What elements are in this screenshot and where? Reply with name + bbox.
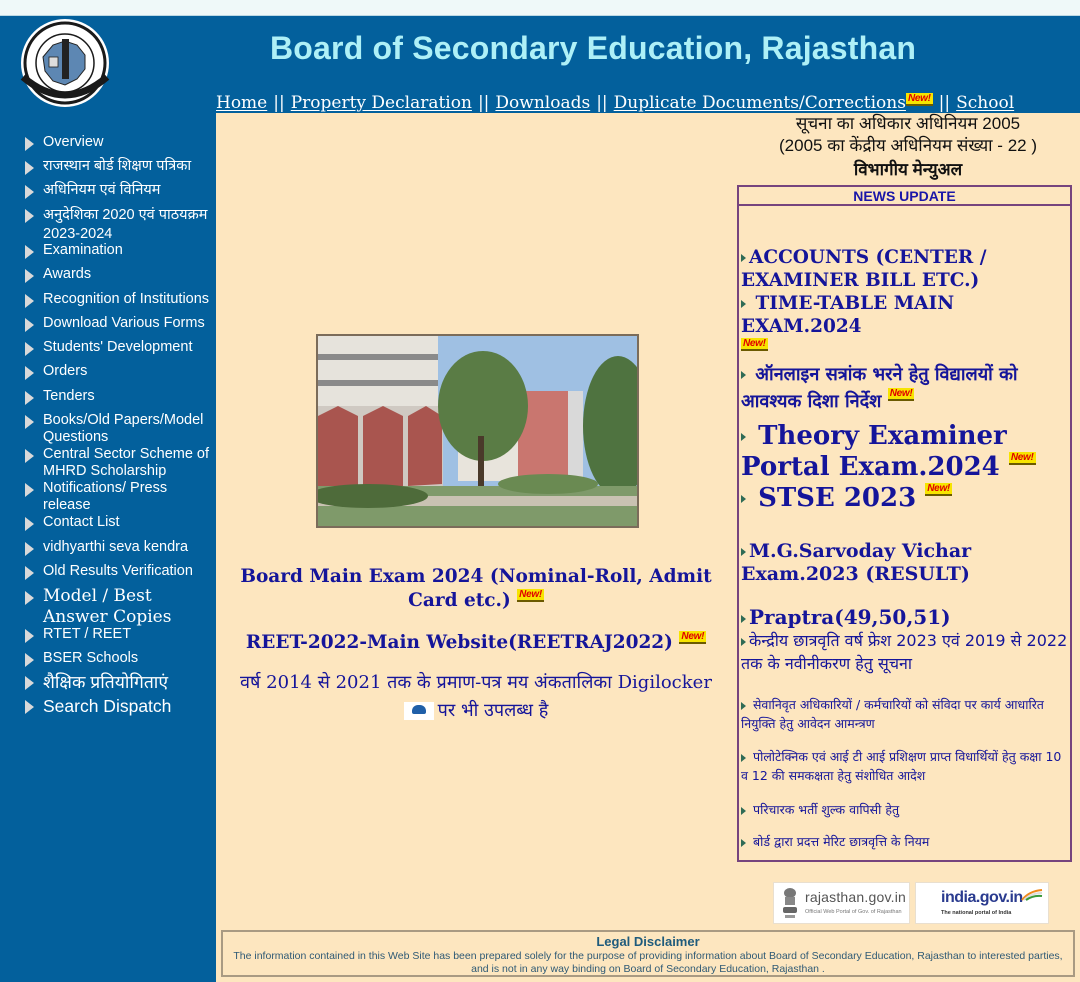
digilocker-text: पर भी उपलब्ध है	[437, 700, 549, 721]
arrow-right-icon	[25, 318, 34, 332]
arrow-right-icon	[25, 342, 34, 356]
arrow-right-icon	[25, 209, 34, 223]
digilocker-notice[interactable]	[216, 669, 736, 725]
news-item-label: परिचारक भर्ती शुल्क वापिसी हेतु	[752, 802, 900, 817]
sidebar-item-anudeshika[interactable]	[0, 206, 216, 244]
reet-website-link[interactable]	[216, 631, 736, 655]
arrow-right-icon	[25, 653, 34, 667]
sidebar-item-label: Central Sector Scheme of MHRD Scholarship	[43, 446, 210, 479]
new-badge-icon: New!	[907, 93, 931, 104]
sidebar-item-label: Orders	[43, 363, 88, 379]
news-item-label: STSE 2023	[758, 483, 917, 513]
arrow-right-icon	[25, 415, 34, 429]
arrow-right-icon	[25, 137, 34, 151]
bullet-arrow-icon	[741, 702, 746, 710]
sidebar-item-recognition[interactable]	[0, 291, 216, 308]
news-item[interactable]	[741, 246, 1068, 292]
digilocker-icon[interactable]	[404, 702, 434, 720]
news-item[interactable]	[741, 361, 1068, 415]
main-content	[216, 113, 1080, 982]
sidebar-item-students-development[interactable]	[0, 339, 216, 356]
india-gov-sub: The national portal of India	[941, 910, 1012, 916]
arrow-right-icon	[25, 566, 34, 580]
bullet-arrow-icon	[741, 371, 746, 379]
disclaimer-title: Legal Disclaimer	[596, 934, 700, 949]
news-item[interactable]	[741, 800, 1068, 819]
bullet-arrow-icon	[741, 300, 746, 308]
news-update-panel	[737, 185, 1072, 862]
bullet-arrow-icon	[741, 807, 746, 815]
new-badge-icon: New!	[681, 631, 705, 642]
arrow-right-icon	[25, 629, 34, 643]
top-strip	[0, 0, 1080, 16]
news-item-label: M.G.Sarvoday Vichar Exam.2023 (RESULT)	[741, 540, 972, 585]
arrow-right-icon	[25, 676, 34, 690]
sidebar-item-books-papers[interactable]	[0, 412, 216, 446]
sidebar-item-label: Students' Development	[43, 339, 193, 355]
news-item-label: ACCOUNTS (CENTER / EXAMINER BILL ETC.)	[741, 247, 987, 291]
sidebar-item-label: शैक्षिक प्रतियोगिताएं	[43, 672, 168, 692]
nav-home[interactable]: Home	[216, 93, 268, 113]
sidebar-item-bser-schools[interactable]	[0, 650, 216, 667]
news-item-label: TIME-TABLE MAIN EXAM.2024	[741, 293, 955, 337]
news-item[interactable]	[741, 695, 1068, 733]
sidebar-item-notifications[interactable]	[0, 480, 216, 514]
sidebar-item-label: Tenders	[43, 388, 95, 404]
disclaimer-text: The information contained in this Web Site has been prepared solely for the purpose of providing information about Board of Secondary Education, Rajasthan to interested parties, and is not in any way binding on Board of Secondary Education, Rajasthan .	[233, 950, 1063, 975]
news-list[interactable]	[739, 206, 1070, 851]
sidebar-item-rtet-reet[interactable]	[0, 626, 216, 643]
sidebar-item-label: Old Results Verification	[43, 563, 193, 579]
sidebar	[0, 113, 216, 982]
sidebar-item-awards[interactable]	[0, 266, 216, 283]
sidebar-item-seva-kendra[interactable]	[0, 539, 216, 556]
sidebar-item-adhiniyam[interactable]	[0, 182, 216, 199]
sidebar-item-label: Search Dispatch	[43, 696, 172, 716]
rajasthan-gov-link[interactable]	[773, 882, 910, 924]
arrow-right-icon	[25, 591, 34, 605]
top-nav	[216, 93, 1014, 113]
link-text: REET-2022-Main Website(REETRAJ2022)	[245, 632, 673, 653]
news-item[interactable]	[741, 292, 1068, 361]
sidebar-item-model-answers[interactable]	[0, 586, 216, 628]
news-item-label: सेवानिवृत अधिकारियों / कर्मचारियों को संविदा पर कार्य आधारित नियुक्ति हेतु आवेदन आमन्त्रण	[741, 697, 1044, 731]
rajasthan-gov-sub: Official Web Portal of Gov. of Rajasthan	[805, 909, 902, 915]
ashoka-emblem-icon	[782, 887, 798, 921]
news-item-label: Praptra(49,50,51)	[749, 605, 951, 629]
sidebar-item-overview[interactable]	[0, 134, 216, 151]
site-header	[0, 16, 1080, 113]
sidebar-item-label: Notifications/ Press release	[43, 480, 168, 513]
news-item[interactable]	[741, 747, 1068, 785]
news-update-heading: NEWS UPDATE	[739, 187, 1070, 206]
bullet-arrow-icon	[741, 615, 746, 623]
building-image	[318, 336, 639, 528]
arrow-right-icon	[25, 294, 34, 308]
news-item[interactable]	[741, 832, 1068, 851]
sidebar-item-label: अनुदेशिका 2020 एवं पाठयक्रम 2023-2024	[43, 207, 208, 242]
sidebar-item-label: Overview	[43, 134, 104, 150]
arrow-right-icon	[25, 483, 34, 497]
departmental-manual-link[interactable]: विभागीय मेन्युअल	[853, 160, 963, 179]
india-gov-link[interactable]	[915, 882, 1049, 924]
arrow-right-icon	[25, 449, 34, 463]
nav-separator: ||	[273, 93, 285, 113]
sidebar-item-label: Contact List	[43, 514, 120, 530]
nav-separator: ||	[938, 93, 951, 113]
site-title: Board of Secondary Education, Rajasthan	[270, 30, 917, 66]
sidebar-item-label: Books/Old Papers/Model Questions	[43, 412, 204, 445]
sidebar-item-contact-list[interactable]	[0, 514, 216, 531]
digilocker-text: वर्ष 2014 से 2021 तक के प्रमाण-पत्र मय अंकतालिका Digilocker	[240, 672, 712, 693]
sidebar-item-label: Model / Best Answer Copies	[43, 586, 172, 627]
nav-school[interactable]: School	[956, 93, 1015, 113]
news-item-label: पोलोटेक्निक एवं आई टी आई प्रशिक्षण प्राप्त विधार्थियों हेतु कक्षा 10 व 12 की समकक्षता हेतु संशोधित आदेश	[741, 749, 1062, 783]
sidebar-item-label: RTET / REET	[43, 626, 132, 642]
news-item-label: ऑनलाइन सत्रांक भरने हेतु विद्यालयों को आवश्यक दिशा निर्देश	[741, 364, 1018, 412]
rti-act-subtitle: (2005 का केंद्रीय अधिनियम संख्या - 22 )	[779, 136, 1037, 155]
bullet-arrow-icon	[741, 548, 746, 556]
nav-separator: ||	[596, 93, 608, 113]
sidebar-item-label: अधिनियम एवं विनियम	[43, 182, 161, 198]
news-item-label: Theory Examiner Portal Exam.2024	[741, 421, 1007, 482]
sidebar-item-shikshan-patrika[interactable]	[0, 158, 216, 175]
new-badge-icon: New!	[927, 483, 950, 494]
arrow-right-icon	[25, 161, 34, 175]
link-text: Board Main Exam 2024 (Nominal-Roll, Admit Card etc.)	[240, 566, 712, 611]
india-flag-icon	[1021, 889, 1043, 901]
bullet-arrow-icon	[741, 495, 746, 503]
sidebar-item-mhrd-scholarship[interactable]	[0, 446, 216, 480]
rajasthan-gov-name: rajasthan.gov.in	[805, 889, 907, 905]
news-item[interactable]	[741, 421, 1068, 483]
arrow-right-icon	[25, 269, 34, 283]
new-badge-icon: New!	[889, 388, 913, 399]
bser-logo-icon	[13, 17, 117, 110]
nav-duplicate-documents[interactable]: Duplicate Documents/Corrections	[613, 93, 906, 113]
bullet-arrow-icon	[741, 638, 746, 646]
sidebar-item-label: Examination	[43, 242, 123, 258]
nav-downloads[interactable]: Downloads	[495, 93, 591, 113]
new-badge-icon: New!	[743, 338, 766, 349]
sidebar-item-label: vidhyarthi seva kendra	[43, 539, 189, 555]
center-links	[216, 565, 736, 725]
sidebar-item-label: Awards	[43, 266, 92, 282]
news-item[interactable]	[741, 629, 1068, 675]
sidebar-item-download-forms[interactable]	[0, 315, 216, 332]
bullet-arrow-icon	[741, 433, 746, 441]
india-gov-name: india.gov.in	[941, 889, 1023, 906]
arrow-right-icon	[25, 391, 34, 405]
board-building-photo	[316, 334, 639, 528]
sidebar-item-search-dispatch[interactable]	[0, 696, 216, 717]
arrow-right-icon	[25, 517, 34, 531]
legal-disclaimer	[221, 930, 1075, 977]
arrow-right-icon	[25, 185, 34, 199]
arrow-right-icon	[25, 542, 34, 556]
sidebar-item-old-results[interactable]	[0, 563, 216, 580]
new-badge-icon: New!	[1010, 452, 1034, 463]
news-item-label: बोर्ड द्वारा प्रदत्त मेरिट छात्रवृत्ति के नियम	[752, 834, 930, 849]
new-badge-icon: New!	[519, 589, 542, 600]
rti-act-title[interactable]: सूचना का अधिकार अधिनियम 2005	[795, 114, 1021, 133]
nav-separator: ||	[477, 93, 490, 113]
arrow-right-icon	[25, 700, 34, 714]
sidebar-item-pratiyogitayen[interactable]	[0, 672, 216, 693]
news-item[interactable]	[741, 606, 1068, 629]
sidebar-item-examination[interactable]	[0, 242, 216, 259]
sidebar-item-label: Download Various Forms	[43, 315, 205, 331]
news-item[interactable]	[741, 540, 1068, 586]
bullet-arrow-icon	[741, 839, 746, 847]
news-item[interactable]	[741, 483, 1068, 514]
board-main-exam-link[interactable]	[216, 565, 736, 613]
nav-property-declaration[interactable]: Property Declaration	[290, 93, 472, 113]
arrow-right-icon	[25, 245, 34, 259]
sidebar-item-label: BSER Schools	[43, 650, 139, 666]
news-item-label: केन्द्रीय छात्रवृति वर्ष फ्रेश 2023 एवं 2019 से 2022 तक के नवीनीकरण हेतु सूचना	[741, 631, 1068, 673]
bullet-arrow-icon	[741, 754, 746, 762]
sidebar-item-orders[interactable]	[0, 363, 216, 380]
rti-section	[736, 113, 1080, 182]
sidebar-item-label: राजस्थान बोर्ड शिक्षण पत्रिका	[43, 158, 192, 174]
arrow-right-icon	[25, 366, 34, 380]
sidebar-item-label: Recognition of Institutions	[43, 291, 210, 307]
bullet-arrow-icon	[741, 254, 746, 262]
sidebar-item-tenders[interactable]	[0, 388, 216, 405]
